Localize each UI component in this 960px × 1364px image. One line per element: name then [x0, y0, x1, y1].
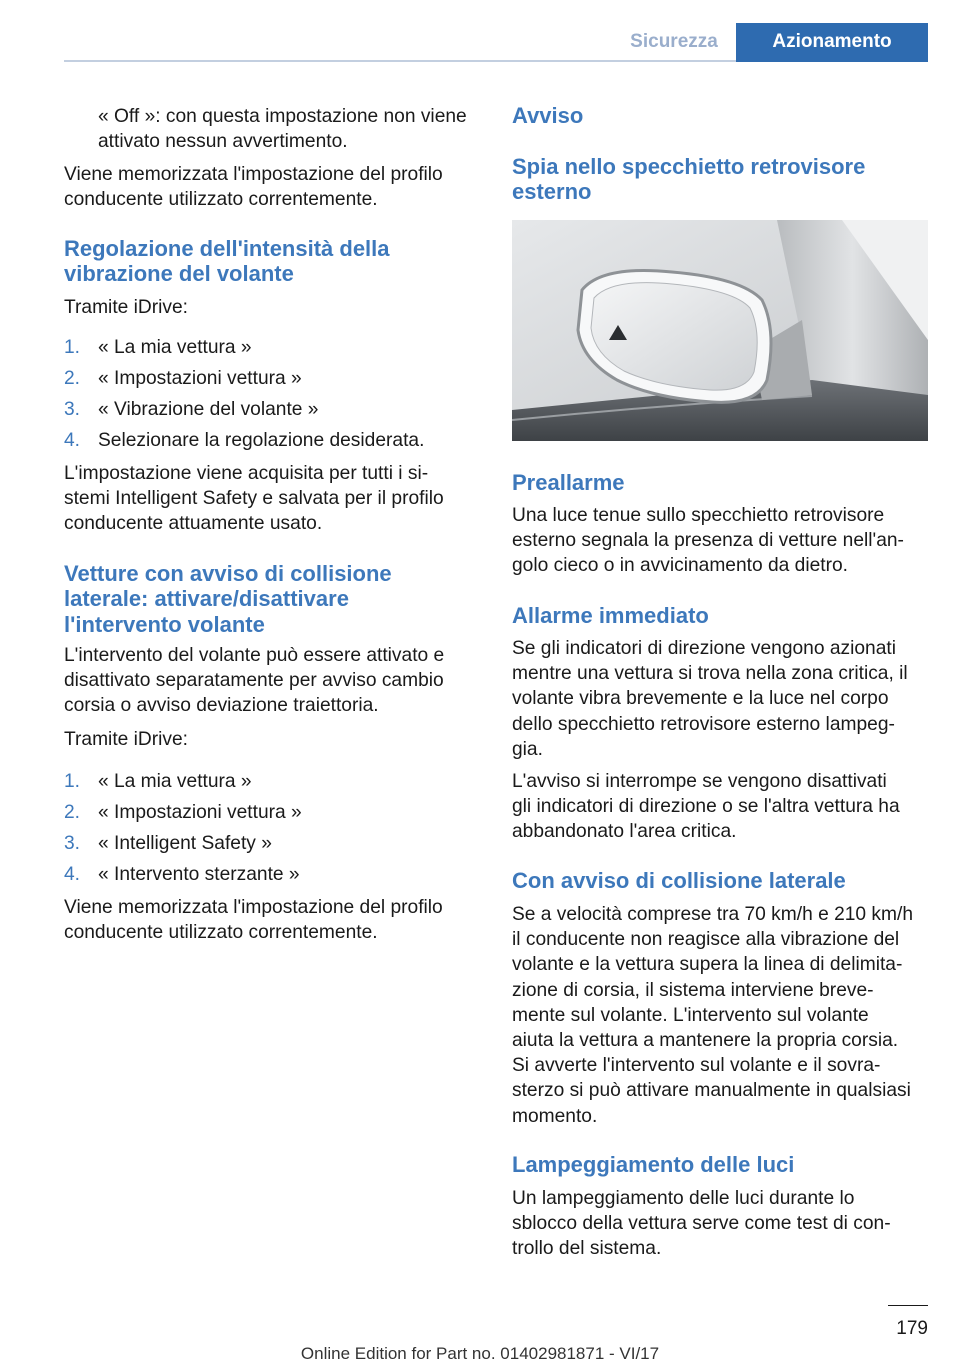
heading-lateral-collision [64, 561, 392, 637]
text-line: sblocco della vettura serve come test di con‐ [512, 1213, 891, 1235]
text-line: stemi Intelligent Safety e salvata per il profilo [64, 488, 444, 510]
list-number: 2. [64, 368, 81, 389]
text-line: conducente attuamente usato. [64, 513, 323, 535]
memorized-paragraph-2 [64, 895, 443, 945]
text-line: mentre una vettura si trova nella zona critica, il [512, 663, 908, 685]
text-line: aiuta la vettura a mantenere la propria corsia. [512, 1030, 899, 1052]
text-line: abbandonato l'area critica. [512, 821, 737, 843]
text-line: momento. [512, 1105, 598, 1127]
list-number: 1. [64, 337, 81, 358]
list-number: 2. [64, 802, 81, 823]
text-line: zione di corsia, il sistema interviene breve‐ [512, 979, 874, 1001]
lateral-warning-paragraph [512, 902, 913, 1129]
header-chapter-tab [736, 23, 928, 62]
heading-line: esterno [512, 179, 592, 204]
text-line: gia. [512, 738, 543, 760]
heading-mirror-light [512, 154, 865, 204]
list-number: 3. [64, 833, 81, 854]
text-line: mente sul volante. L'intervento sul volante [512, 1004, 869, 1026]
list-text: « Impostazioni vettura » [98, 368, 302, 389]
text-line: corsia o avviso deviazione traiettoria. [64, 695, 379, 717]
text-line: L'intervento del volante può essere attivato e [64, 645, 445, 666]
heading-line: Spia nello specchietto retrovisore [512, 154, 866, 179]
header-chapter-label: Azionamento [772, 31, 892, 52]
text-line: Si avverte l'intervento sul volante e il sovra‐ [512, 1055, 881, 1077]
heading-light-flash: Lampeggiamento delle luci [512, 1152, 795, 1177]
memorized-paragraph-1 [64, 162, 443, 212]
list-text: « La mia vettura » [98, 337, 252, 358]
text-line: Una luce tenue sullo specchietto retrovisore [512, 505, 885, 526]
heading-vibration-intensity [64, 236, 390, 287]
text-line: attivato nessun avvertimento. [98, 131, 348, 153]
heading-lateral-warning: Con avviso di collisione laterale [512, 868, 846, 893]
list-text: « Intelligent Safety » [98, 833, 272, 854]
list-text: « Impostazioni vettura » [98, 802, 302, 823]
page-number: 179 [896, 1318, 928, 1339]
heading-line: Regolazione dell'intensità della [64, 236, 390, 261]
list-text: « Vibrazione del volante » [98, 399, 319, 420]
header-section-label: Sicurezza [630, 31, 718, 52]
acquired-paragraph [64, 461, 444, 537]
text-line: Se a velocità comprese tra 70 km/h e 210 km/h [512, 904, 913, 925]
immediate-alarm-paragraph [512, 636, 908, 762]
list-text: « Intervento sterzante » [98, 864, 300, 885]
list-number: 1. [64, 771, 81, 792]
heading-line: laterale: attivare/disattivare [64, 586, 349, 612]
idrive-label-2: Tramite iDrive: [64, 729, 189, 750]
heading-line: vibrazione del volante [64, 261, 294, 287]
text-line: conducente utilizzato correntemente. [64, 189, 378, 211]
text-line: volante vibra brevemente e la luce nel corpo [512, 688, 889, 710]
text-line: il conducente non reagisce alla vibrazione del [512, 929, 900, 951]
text-line: golo cieco o in avvicinamento da dietro. [512, 555, 848, 577]
light-flash-paragraph [512, 1186, 891, 1262]
footer-rule [888, 1305, 928, 1306]
text-line: L'impostazione viene acquisita per tutti i si‐ [64, 463, 429, 484]
list-text: « La mia vettura » [98, 771, 252, 792]
text-line: Viene memorizzata l'impostazione del profilo [64, 164, 443, 185]
heading-prealarm: Preallarme [512, 470, 625, 495]
text-line: volante e la vettura supera la linea di delimita‐ [512, 954, 903, 976]
side-mirror-illustration [512, 220, 928, 441]
steering-paragraph [64, 643, 444, 719]
heading-immediate-alarm: Allarme immediato [512, 603, 709, 628]
interrupt-paragraph [512, 769, 900, 845]
heading-avviso: Avviso [512, 103, 584, 128]
text-line: L'avviso si interrompe se vengono disattivati [512, 771, 887, 792]
text-line: Un lampeggiamento delle luci durante lo [512, 1188, 855, 1209]
heading-line: l'intervento volante [64, 611, 265, 637]
text-line: Se gli indicatori di direzione vengono azionati [512, 638, 896, 659]
list-number: 3. [64, 399, 81, 420]
idrive-label-1: Tramite iDrive: [64, 297, 189, 318]
text-line: dello specchietto retrovisore esterno lampeg‐ [512, 713, 895, 735]
list-number: 4. [64, 864, 81, 885]
prealarm-paragraph [512, 503, 904, 579]
text-line: trollo del sistema. [512, 1238, 662, 1260]
text-line: sterzo si può attivare manualmente in qualsiasi [512, 1080, 911, 1102]
text-line: gli indicatori di direzione o se l'altra vettura ha [512, 796, 900, 818]
list-number: 4. [64, 430, 81, 451]
off-setting-paragraph [98, 104, 467, 154]
side-mirror-image [512, 220, 928, 441]
text-line: Viene memorizzata l'impostazione del profilo [64, 897, 443, 918]
text-line: « Off »: con questa impostazione non viene [98, 106, 467, 127]
list-text: Selezionare la regolazione desiderata. [98, 430, 425, 451]
text-line: esterno segnala la presenza di vetture nell'an‐ [512, 530, 904, 552]
heading-line: Vetture con avviso di collisione [64, 561, 392, 586]
text-line: disattivato separatamente per avviso cambio [64, 670, 444, 692]
text-line: conducente utilizzato correntemente. [64, 922, 378, 944]
edition-footer: Online Edition for Part no. 01402981871 - VI/17 [300, 1344, 660, 1363]
